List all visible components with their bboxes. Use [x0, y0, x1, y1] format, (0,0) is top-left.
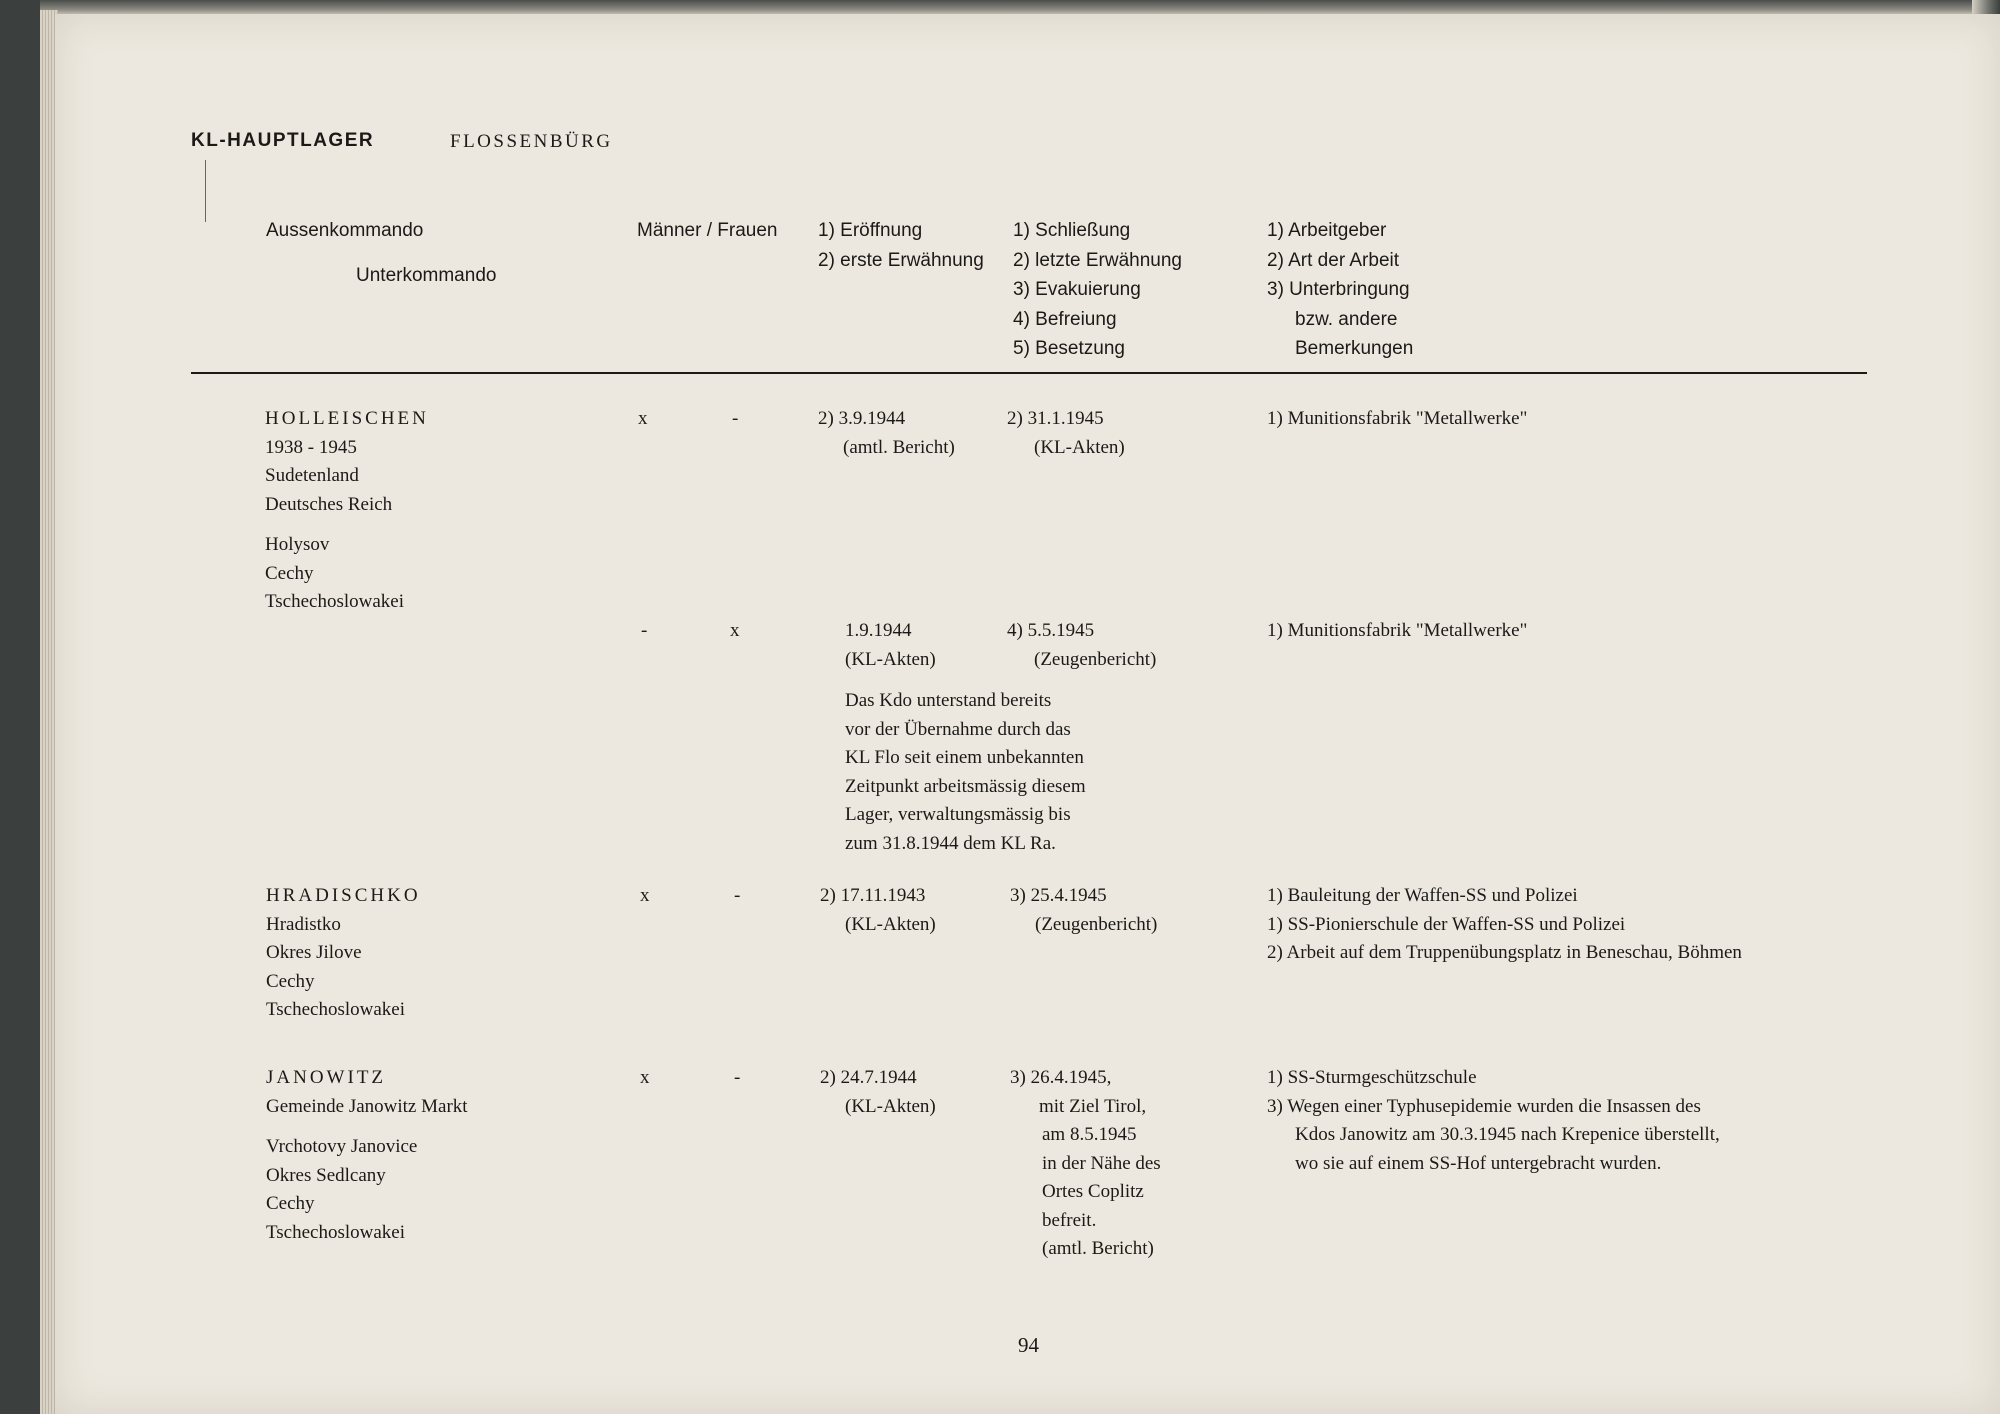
col-arbeitgeber: 1) Arbeitgeber 2) Art der Arbeit 3) Unterbringung bzw. andere Bemerkungen: [1267, 220, 1414, 359]
row-janowitz-men: x: [640, 1067, 650, 1088]
row-holleischen-f-women: x: [730, 620, 740, 641]
row-hradischko-men: x: [640, 885, 650, 906]
col-eroeffnung: 1) Eröffnung 2) erste Erwähnung: [818, 220, 984, 271]
row-hradischko-opening: 2) 17.11.1943 (KL-Akten): [820, 885, 936, 935]
page-subtitle: FLOSSENBÜRG: [450, 131, 613, 152]
margin-mark: [205, 160, 206, 222]
page-title: KL-HAUPTLAGER: [191, 130, 375, 151]
row-holleischen-opening: 2) 3.9.1944 (amtl. Bericht): [818, 408, 955, 458]
row-hradischko-name: HRADISCHKO Hradistko Okres Jilove Cechy Tschechoslowakei: [266, 885, 421, 1020]
row-holleischen-name: HOLLEISCHEN 1938 - 1945 Sudetenland Deutsches Reich: [265, 408, 429, 515]
col-maenner-frauen: Männer / Frauen: [637, 220, 778, 241]
row-janowitz-opening: 2) 24.7.1944 (KL-Akten): [820, 1067, 936, 1117]
col-unterkommando: Unterkommando: [356, 265, 497, 286]
row-janowitz-place2: Vrchotovy Janovice Okres Sedlcany Cechy Tschechoslowakei: [266, 1136, 418, 1243]
col-schliessung: 1) Schließung 2) letzte Erwähnung 3) Evakuierung 4) Befreiung 5) Besetzung: [1013, 220, 1182, 359]
row-holleischen-f-opening: 1.9.1944 (KL-Akten): [845, 620, 936, 670]
row-janowitz-remarks: 1) SS-Sturmgeschützschule 3) Wegen einer Typhusepidemie wurden die Insassen des Kdos Janowitz am 30.3.1945 nach Krepenice überstellt, wo sie auf einem SS-Hof untergebracht wurden.: [1267, 1067, 1720, 1174]
row-holleischen-men: x: [638, 408, 648, 429]
row-holleischen-closing: 2) 31.1.1945 (KL-Akten): [1007, 408, 1125, 458]
row-hradischko-remarks: 1) Bauleitung der Waffen-SS und Polizei 1) SS-Pionierschule der Waffen-SS und Polizei 2) Arbeit auf dem Truppenübungsplatz in Beneschau, Böhmen: [1267, 885, 1742, 963]
header-rule: [191, 372, 1867, 374]
page-number: 94: [1018, 1333, 1039, 1357]
row-holleischen-f-men: -: [641, 620, 648, 641]
row-holleischen-remarks: 1) Munitionsfabrik "Metallwerke": [1267, 408, 1528, 429]
row-janowitz-closing: 3) 26.4.1945, mit Ziel Tirol, am 8.5.1945 in der Nähe des Ortes Coplitz befreit. (amtl. Bericht): [1010, 1067, 1161, 1259]
col-aussenkommando: Aussenkommando: [266, 220, 424, 241]
row-holleischen-f-remarks: 1) Munitionsfabrik "Metallwerke": [1267, 620, 1528, 641]
row-holleischen-f-closing: 4) 5.5.1945 (Zeugenbericht): [1007, 620, 1157, 670]
row-holleischen-women: -: [732, 408, 739, 429]
row-hradischko-closing: 3) 25.4.1945 (Zeugenbericht): [1010, 885, 1158, 935]
row-janowitz-name: JANOWITZ Gemeinde Janowitz Markt: [266, 1067, 468, 1117]
row-holleischen-f-note: Das Kdo unterstand bereits vor der Übernahme durch das KL Flo seit einem unbekannten Zeitpunkt arbeitsmässig diesem Lager, verwaltungsmässig bis zum 31.8.1944 dem KL Ra.: [845, 690, 1086, 854]
row-holleischen-place2: Holysov Cechy Tschechoslowakei: [265, 534, 405, 612]
row-janowitz-women: -: [734, 1067, 741, 1088]
row-hradischko-women: -: [734, 885, 741, 906]
